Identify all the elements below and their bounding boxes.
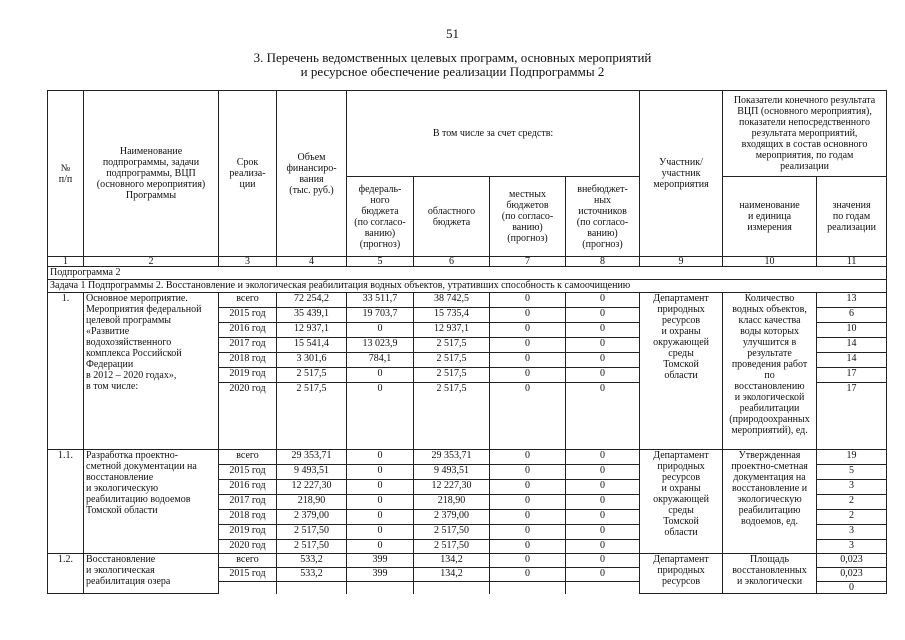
indicator-value-cell: 0 [817, 582, 887, 594]
indicator-value-cell: 19 [817, 450, 887, 465]
federal-cell: 0 [347, 495, 414, 510]
total-cell: 2 517,50 [277, 525, 347, 540]
regional-cell: 2 517,5 [414, 338, 490, 353]
col-number: 2 [84, 257, 219, 267]
indicator-value-cell: 2 [817, 495, 887, 510]
federal-cell: 784,1 [347, 353, 414, 368]
header-num: № п/п [48, 91, 84, 257]
page-number: 51 [446, 26, 459, 41]
total-cell: 35 439,1 [277, 308, 347, 323]
period-cell: 2015 год [219, 465, 277, 480]
period-cell: 2019 год [219, 525, 277, 540]
indicator-value-cell: 13 [817, 293, 887, 308]
local-cell: 0 [490, 338, 566, 353]
section-name: Основное мероприятие. Мероприятия федеральной целевой программы «Развитие водохозяйственного комплекса Российской Федерации в 2012 – 2020 годах», в том числе: [84, 293, 219, 450]
period-cell: 2020 год [219, 383, 277, 450]
local-cell: 0 [490, 525, 566, 540]
col-number: 6 [414, 257, 490, 267]
regional-cell: 12 937,1 [414, 323, 490, 338]
extrabudget-cell: 0 [566, 554, 640, 568]
federal-cell: 399 [347, 568, 414, 582]
extrabudget-cell: 0 [566, 568, 640, 582]
period-cell: всего [219, 450, 277, 465]
period-cell: 2019 год [219, 368, 277, 383]
total-cell: 15 541,4 [277, 338, 347, 353]
local-cell: 0 [490, 495, 566, 510]
section-name: Восстановление и экологическая реабилитация озера [84, 554, 219, 594]
total-cell: 9 493,51 [277, 465, 347, 480]
header-federal: федераль- ного бюджета (по согласо- ванию) (прогноз) [347, 177, 414, 257]
regional-cell: 29 353,71 [414, 450, 490, 465]
period-cell [219, 582, 277, 594]
extrabudget-cell: 0 [566, 525, 640, 540]
indicator-value-cell: 6 [817, 308, 887, 323]
indicator-value-cell: 0,023 [817, 554, 887, 568]
local-cell: 0 [490, 540, 566, 554]
indicator-value-cell: 17 [817, 368, 887, 383]
extrabudget-cell: 0 [566, 353, 640, 368]
indicator-value-cell: 14 [817, 353, 887, 368]
indicator-value-cell: 10 [817, 323, 887, 338]
local-cell: 0 [490, 293, 566, 308]
local-cell: 0 [490, 353, 566, 368]
header-indicators: Показатели конечного результата ВЦП (основного мероприятия), показатели непосредственного результата мероприятий, входящих в состав основного мероприятия, по годам реализации [723, 91, 887, 177]
indicator-name-cell: Площадь восстановленных и экологически [723, 554, 817, 594]
federal-cell: 0 [347, 480, 414, 495]
extrabudget-cell: 0 [566, 368, 640, 383]
total-cell: 12 227,30 [277, 480, 347, 495]
header-sources: В том числе за счет средств: [347, 91, 640, 177]
extrabudget-cell: 0 [566, 495, 640, 510]
regional-cell: 38 742,5 [414, 293, 490, 308]
table-title [0, 51, 905, 79]
table-row [48, 293, 887, 308]
col-number: 1 [48, 257, 84, 267]
program-table [47, 90, 887, 594]
total-cell: 2 517,5 [277, 383, 347, 450]
indicator-value-cell: 3 [817, 525, 887, 540]
federal-cell: 399 [347, 554, 414, 568]
local-cell: 0 [490, 383, 566, 450]
local-cell: 0 [490, 510, 566, 525]
header-name: Наименование подпрограммы, задачи подпрограммы, ВЦП (основного мероприятия) Программы [84, 91, 219, 257]
federal-cell: 33 511,7 [347, 293, 414, 308]
federal-cell: 19 703,7 [347, 308, 414, 323]
header-regional: областного бюджета [414, 177, 490, 257]
participant-cell: Департамент природных ресурсов и охраны окружающей среды Томской области [640, 450, 723, 554]
regional-cell: 9 493,51 [414, 465, 490, 480]
total-cell: 29 353,71 [277, 450, 347, 465]
period-cell: 2016 год [219, 480, 277, 495]
local-cell: 0 [490, 465, 566, 480]
section-number: 1. [48, 293, 84, 450]
extrabudget-cell: 0 [566, 308, 640, 323]
local-cell: 0 [490, 450, 566, 465]
header-participant: Участник/ участник мероприятия [640, 91, 723, 257]
federal-cell [347, 582, 414, 594]
total-cell [277, 582, 347, 594]
period-cell: 2018 год [219, 510, 277, 525]
col-number: 5 [347, 257, 414, 267]
header-extrabudget: внебюджет- ных источников (по согласо- ванию) (прогноз) [566, 177, 640, 257]
federal-cell: 0 [347, 465, 414, 480]
header-indicator-values: значения по годам реализации [817, 177, 887, 257]
total-cell: 72 254,2 [277, 293, 347, 308]
regional-cell: 134,2 [414, 554, 490, 568]
regional-cell: 218,90 [414, 495, 490, 510]
participant-cell: Департамент природных ресурсов и охраны окружающей среды Томской области [640, 293, 723, 450]
col-number: 8 [566, 257, 640, 267]
table-row [48, 450, 887, 465]
col-number: 11 [817, 257, 887, 267]
federal-cell: 0 [347, 383, 414, 450]
regional-cell: 2 517,5 [414, 353, 490, 368]
extrabudget-cell: 0 [566, 540, 640, 554]
regional-cell: 2 517,5 [414, 368, 490, 383]
extrabudget-cell: 0 [566, 383, 640, 450]
regional-cell: 12 227,30 [414, 480, 490, 495]
local-cell: 0 [490, 554, 566, 568]
period-cell: 2017 год [219, 338, 277, 353]
total-cell: 218,90 [277, 495, 347, 510]
local-cell [490, 582, 566, 594]
regional-cell: 15 735,4 [414, 308, 490, 323]
local-cell: 0 [490, 323, 566, 338]
extrabudget-cell: 0 [566, 338, 640, 353]
regional-cell [414, 582, 490, 594]
period-cell: всего [219, 554, 277, 568]
indicator-name-cell: Количество водных объектов, класс качества воды которых улучшится в результате проведения работ по восстановлению и экологической реабилитации (природоохранных мероприятий), ед. [723, 293, 817, 450]
indicator-value-cell: 3 [817, 540, 887, 554]
indicator-value-cell: 3 [817, 480, 887, 495]
federal-cell: 0 [347, 368, 414, 383]
title-line-2: и ресурсное обеспечение реализации Подпрограммы 2 [300, 64, 605, 79]
section-number: 1.2. [48, 554, 84, 594]
regional-cell: 2 517,50 [414, 540, 490, 554]
federal-cell: 13 023,9 [347, 338, 414, 353]
indicator-value-cell: 2 [817, 510, 887, 525]
regional-cell: 2 379,00 [414, 510, 490, 525]
extrabudget-cell: 0 [566, 465, 640, 480]
period-cell: 2017 год [219, 495, 277, 510]
federal-cell: 0 [347, 450, 414, 465]
extrabudget-cell [566, 582, 640, 594]
period-cell: 2018 год [219, 353, 277, 368]
local-cell: 0 [490, 480, 566, 495]
header-volume: Объем финансиро- вания (тыс. руб.) [277, 91, 347, 257]
local-cell: 0 [490, 308, 566, 323]
col-number: 9 [640, 257, 723, 267]
regional-cell: 2 517,5 [414, 383, 490, 450]
subprogram-row: Подпрограмма 2 [48, 267, 887, 280]
indicator-value-cell: 0,023 [817, 568, 887, 582]
table-row [48, 554, 887, 568]
indicator-value-cell: 14 [817, 338, 887, 353]
extrabudget-cell: 0 [566, 293, 640, 308]
period-cell: 2016 год [219, 323, 277, 338]
period-cell: 2020 год [219, 540, 277, 554]
header-indicator-name: наименование и единица измерения [723, 177, 817, 257]
col-number: 4 [277, 257, 347, 267]
federal-cell: 0 [347, 510, 414, 525]
total-cell: 533,2 [277, 568, 347, 582]
regional-cell: 134,2 [414, 568, 490, 582]
regional-cell: 2 517,50 [414, 525, 490, 540]
period-cell: 2015 год [219, 568, 277, 582]
federal-cell: 0 [347, 323, 414, 338]
header-local: местных бюджетов (по согласо- ванию) (прогноз) [490, 177, 566, 257]
title-line-1: 3. Перечень ведомственных целевых программ, основных мероприятий [253, 50, 652, 65]
col-number: 10 [723, 257, 817, 267]
total-cell: 533,2 [277, 554, 347, 568]
federal-cell: 0 [347, 540, 414, 554]
col-number: 3 [219, 257, 277, 267]
section-number: 1.1. [48, 450, 84, 554]
total-cell: 2 517,50 [277, 540, 347, 554]
indicator-value-cell: 5 [817, 465, 887, 480]
period-cell: 2015 год [219, 308, 277, 323]
federal-cell: 0 [347, 525, 414, 540]
col-number: 7 [490, 257, 566, 267]
section-name: Разработка проектно- сметной документации на восстановление и экологическую реабилитацию водоемов Томской области [84, 450, 219, 554]
total-cell: 12 937,1 [277, 323, 347, 338]
local-cell: 0 [490, 368, 566, 383]
indicator-name-cell: Утвержденная проектно-сметная документация на восстановление и экологическую реабилитацию водоемов, ед. [723, 450, 817, 554]
extrabudget-cell: 0 [566, 323, 640, 338]
total-cell: 2 379,00 [277, 510, 347, 525]
indicator-value-cell: 17 [817, 383, 887, 450]
extrabudget-cell: 0 [566, 510, 640, 525]
task-row: Задача 1 Подпрограммы 2. Восстановление и экологическая реабилитация водных объектов, утративших способность к самоочищению [48, 280, 887, 293]
extrabudget-cell: 0 [566, 480, 640, 495]
local-cell: 0 [490, 568, 566, 582]
total-cell: 2 517,5 [277, 368, 347, 383]
header-period: Срок реализа- ции [219, 91, 277, 257]
participant-cell: Департамент природных ресурсов [640, 554, 723, 594]
period-cell: всего [219, 293, 277, 308]
total-cell: 3 301,6 [277, 353, 347, 368]
extrabudget-cell: 0 [566, 450, 640, 465]
